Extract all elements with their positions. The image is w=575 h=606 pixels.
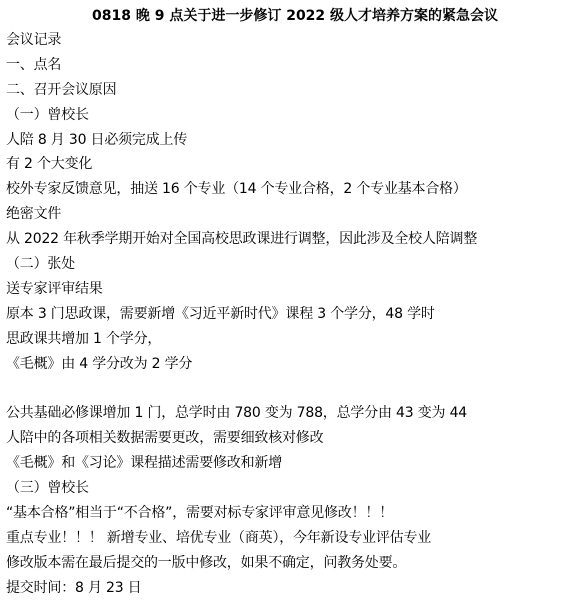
line-public-courses: 公共基础必修课增加 1 门，总学时由 780 变为 788，总学分由 43 变为 44 [6,405,467,422]
line-credit-increase: 思政课共增加 1 个学分， [6,330,162,347]
line-maogai-credits: 《毛概》由 4 学分改为 2 学分 [6,355,193,372]
line-course-adjustment: 从 2022 年秋季学期开始对全国高校思政课进行调整，因此涉及全校人陪调整 [6,231,478,248]
line-two-changes: 有 2 个大变化 [6,156,93,173]
line-confidential-file: 绝密文件 [6,206,62,223]
line-data-update: 人陪中的各项相关数据需要更改，需要细致核对修改 [6,430,324,447]
line-key-majors: 重点专业！！！ 新增专业、培优专业（商英），今年新设专业评估专业 [6,529,432,546]
line-expert-feedback: 校外专家反馈意见，抽送 16 个专业（14 个专业合格，2 个专业基本合格） [6,181,467,198]
line-review-results: 送专家评审结果 [6,280,103,297]
line-section-3-heading: （三）曾校长 [6,480,89,497]
line-section-1-heading: （一）曾校长 [6,106,89,123]
line-section-2-heading: （二）张处 [6,256,75,273]
line-submission-date: 提交时间：8 月 23 日 [6,579,142,596]
line-meeting-reason: 二、召开会议原因 [6,81,117,98]
document-body [6,28,574,600]
line-course-description: 《毛概》和《习论》课程描述需要修改和新增 [6,455,282,472]
line-basic-pass-note: “基本合格”相当于“不合格”，需要对标专家评审意见修改！！！ [6,504,394,521]
line-revision-instructions: 修改版本需在最后提交的一版中修改，如果不确定，问教务处要。 [6,554,407,571]
line-new-course: 原本 3 门思政课，需要新增《习近平新时代》课程 3 个学分，48 学时 [6,305,435,322]
line-meeting-record: 会议记录 [6,32,62,48]
line-blank [6,376,574,401]
document-title: 0818 晚 9 点关于进一步修订 2022 级人才培养方案的紧急会议 [92,8,499,24]
line-upload-deadline: 人陪 8 月 30 日必须完成上传 [6,131,188,148]
line-roll-call: 一、点名 [6,56,62,73]
